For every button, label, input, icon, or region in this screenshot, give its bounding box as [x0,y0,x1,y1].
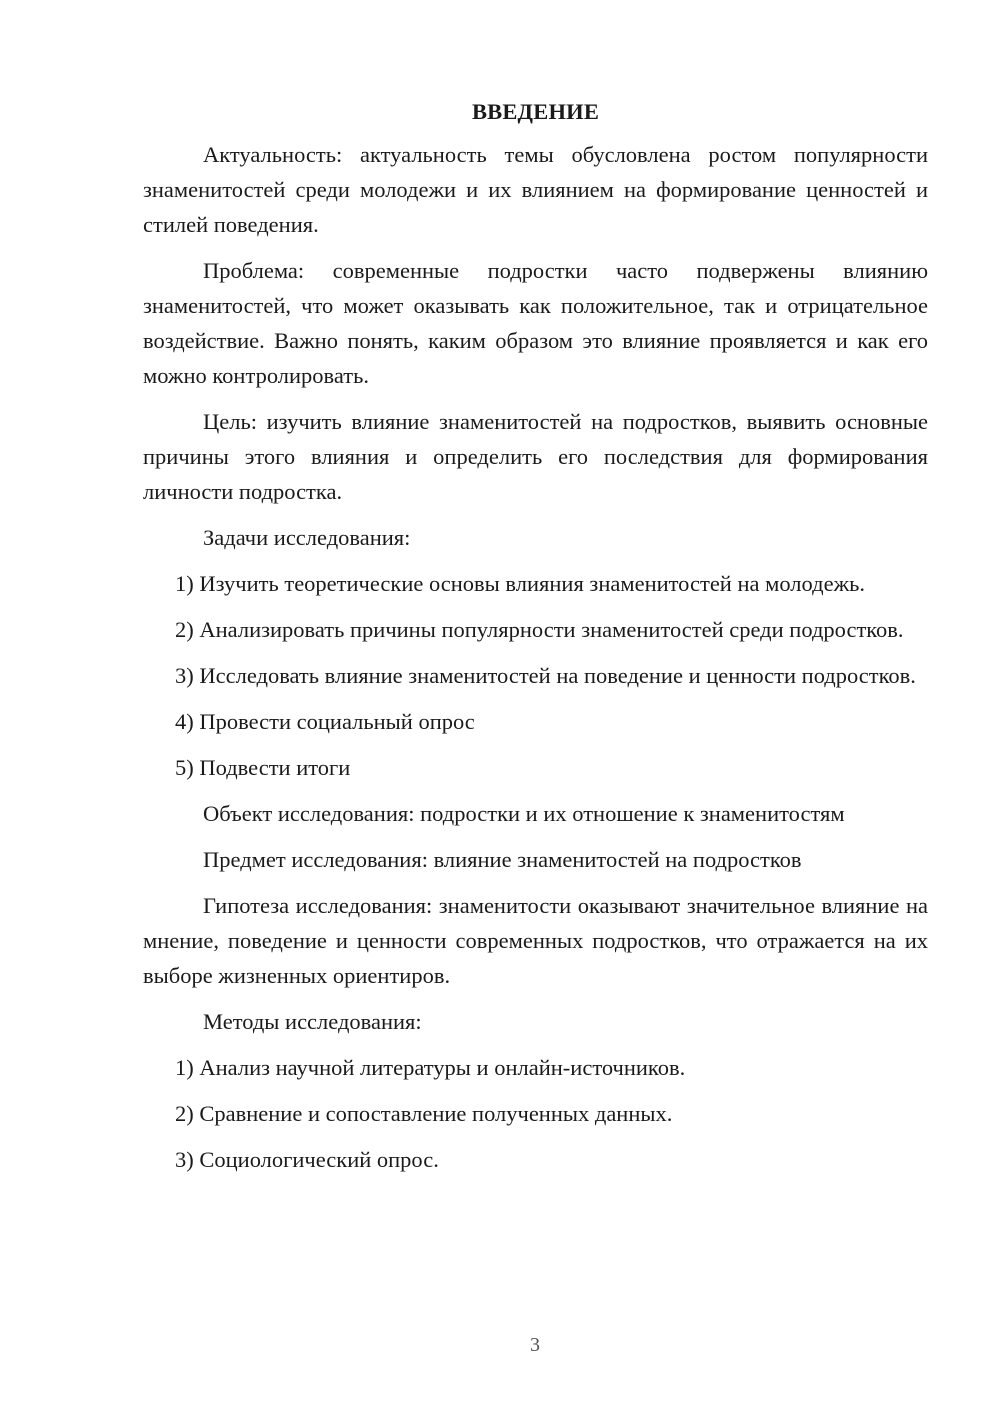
method-item-2: 2) Сравнение и сопоставление полученных данных. [175,1101,673,1126]
task-item-3: 3) Исследовать влияние знаменитостей на поведение и ценности подростков. [175,663,916,688]
goal-paragraph: Цель: изучить влияние знаменитостей на подростков, выявить основные причины этого влияния и определить его последствия для формирования личности подростка. [143,409,928,504]
task-item-1: 1) Изучить теоретические основы влияния знаменитостей на молодежь. [175,571,866,596]
subject-paragraph: Предмет исследования: влияние знаменитостей на подростков [203,847,802,872]
section-heading: ВВЕДЕНИЕ [471,99,600,124]
object-paragraph: Объект исследования: подростки и их отношение к знаменитостям [203,801,845,826]
page-content [143,94,928,1188]
relevance-paragraph: Актуальность: актуальность темы обусловлена ростом популярности знаменитостей среди молодежи и их влиянием на формирование ценностей и стилей поведения. [143,142,928,237]
page-number: 3 [530,1334,540,1356]
task-item-5: 5) Подвести итоги [175,755,351,780]
task-item-2: 2) Анализировать причины популярности знаменитостей среди подростков. [175,617,904,642]
task-item-4: 4) Провести социальный опрос [175,709,475,734]
methods-label: Методы исследования: [203,1009,422,1034]
tasks-label: Задачи исследования: [203,525,411,550]
method-item-1: 1) Анализ научной литературы и онлайн-источников. [175,1055,686,1080]
problem-paragraph: Проблема: современные подростки часто подвержены влиянию знаменитостей, что может оказывать как положительное, так и отрицательное воздействие. Важно понять, каким образом это влияние проявляется и как его можно контролировать. [143,258,928,388]
method-item-3: 3) Социологический опрос. [175,1147,439,1172]
hypothesis-paragraph: Гипотеза исследования: знаменитости оказывают значительное влияние на мнение, поведение и ценности современных подростков, что отражается на их выборе жизненных ориентиров. [143,893,928,988]
